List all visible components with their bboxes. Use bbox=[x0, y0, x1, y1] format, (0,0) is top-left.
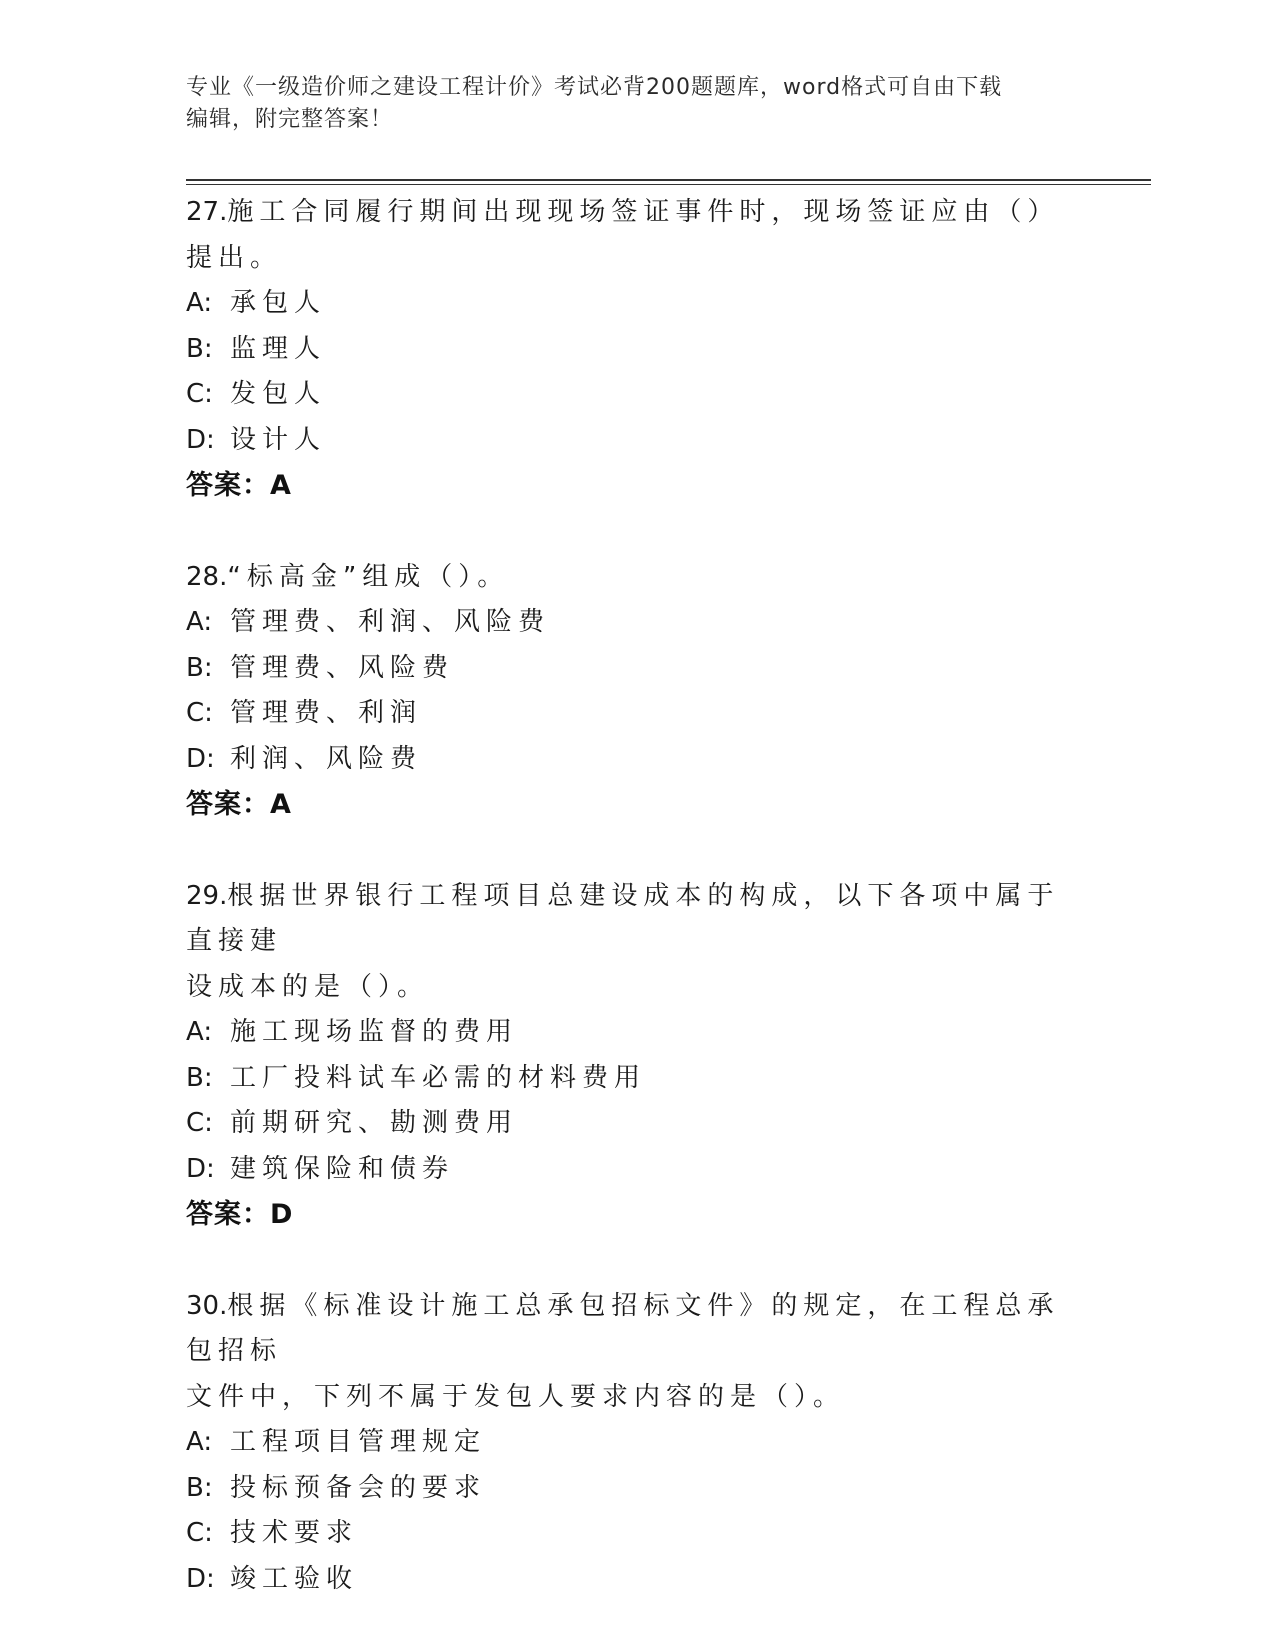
question-stem-line: “标高金”组成（）。 bbox=[227, 561, 510, 592]
option-c bbox=[186, 372, 1086, 418]
option-letter: C: bbox=[186, 698, 213, 728]
question-stem-line: 设成本的是（）。 bbox=[186, 971, 430, 1002]
option-text: 发包人 bbox=[230, 379, 327, 409]
option-letter: B: bbox=[186, 1062, 213, 1093]
answer-line: 答案：A bbox=[186, 789, 292, 820]
header-divider-thick bbox=[186, 179, 1151, 181]
question-number: 29. bbox=[186, 880, 228, 911]
option-b bbox=[186, 646, 1086, 692]
option-text: 技术要求 bbox=[230, 1518, 359, 1548]
option-letter: C: bbox=[186, 1518, 213, 1548]
question-stem-line: 根据《标准设计施工总承包招标文件》的规定，在工程总承包招标 bbox=[186, 1290, 1060, 1366]
option-letter: A: bbox=[186, 1017, 213, 1047]
option-text: 承包人 bbox=[230, 288, 327, 318]
question-27 bbox=[186, 190, 1086, 509]
question-number: 30. bbox=[186, 1290, 228, 1321]
option-text: 设计人 bbox=[230, 424, 327, 455]
question-stem-line: 文件中，下列不属于发包人要求内容的是（）。 bbox=[186, 1381, 846, 1412]
header-line-1: 专业《一级造价师之建设工程计价》考试必背200题题库，word格式可自由下载 bbox=[186, 75, 1003, 100]
option-letter: B: bbox=[186, 1472, 213, 1503]
question-number: 28. bbox=[186, 561, 228, 592]
option-text: 投标预备会的要求 bbox=[230, 1472, 487, 1503]
header-line-2: 编辑，附完整答案！ bbox=[186, 107, 394, 132]
question-stem bbox=[186, 555, 1086, 601]
option-d bbox=[186, 418, 1086, 464]
option-letter: D: bbox=[186, 1563, 215, 1594]
option-d bbox=[186, 1147, 1086, 1193]
option-b bbox=[186, 1056, 1086, 1102]
option-text: 竣工验收 bbox=[230, 1563, 359, 1594]
question-list bbox=[186, 190, 1086, 1648]
option-letter: D: bbox=[186, 1153, 215, 1184]
option-a bbox=[186, 600, 1086, 646]
option-d bbox=[186, 1557, 1086, 1603]
option-text: 工厂投料试车必需的材料费用 bbox=[230, 1062, 647, 1093]
option-letter: D: bbox=[186, 743, 215, 774]
option-text: 管理费、利润、风险费 bbox=[230, 607, 551, 637]
option-a bbox=[186, 281, 1086, 327]
option-text: 施工现场监督的费用 bbox=[230, 1017, 519, 1047]
option-letter: B: bbox=[186, 652, 213, 683]
option-b bbox=[186, 327, 1086, 373]
option-d bbox=[186, 737, 1086, 783]
answer-line: 答案：A bbox=[186, 470, 292, 501]
answer-line: 答案：D bbox=[186, 1199, 294, 1230]
option-c bbox=[186, 1101, 1086, 1147]
question-29 bbox=[186, 874, 1086, 1238]
option-b bbox=[186, 1466, 1086, 1512]
option-text: 管理费、风险费 bbox=[230, 652, 455, 683]
option-text: 建筑保险和债券 bbox=[230, 1153, 455, 1184]
question-28 bbox=[186, 555, 1086, 828]
option-text: 管理费、利润 bbox=[230, 698, 423, 728]
question-stem bbox=[186, 874, 1086, 965]
option-a bbox=[186, 1010, 1086, 1056]
option-letter: A: bbox=[186, 607, 213, 637]
option-text: 利润、风险费 bbox=[230, 743, 423, 774]
option-c bbox=[186, 691, 1086, 737]
option-text: 监理人 bbox=[230, 333, 327, 364]
option-letter: C: bbox=[186, 379, 213, 409]
option-letter: A: bbox=[186, 1427, 213, 1457]
document-header bbox=[186, 72, 1066, 136]
question-stem-continued bbox=[186, 965, 1086, 1011]
question-stem-continued bbox=[186, 1375, 1086, 1421]
option-text: 工程项目管理规定 bbox=[230, 1427, 487, 1457]
option-c bbox=[186, 1511, 1086, 1557]
question-stem-line: 根据世界银行工程项目总建设成本的构成，以下各项中属于直接建 bbox=[186, 880, 1060, 956]
option-letter: B: bbox=[186, 333, 213, 364]
option-text: 前期研究、勘测费用 bbox=[230, 1108, 519, 1138]
option-letter: D: bbox=[186, 424, 215, 455]
question-30 bbox=[186, 1284, 1086, 1603]
question-number: 27. bbox=[186, 197, 228, 227]
question-stem bbox=[186, 1284, 1086, 1375]
question-stem-line: 施工合同履行期间出现现场签证事件时，现场签证应由（）提出。 bbox=[186, 197, 1060, 273]
question-stem bbox=[186, 190, 1086, 281]
option-letter: A: bbox=[186, 288, 213, 318]
header-divider-thin bbox=[186, 184, 1151, 185]
option-letter: C: bbox=[186, 1108, 213, 1138]
option-a bbox=[186, 1420, 1086, 1466]
